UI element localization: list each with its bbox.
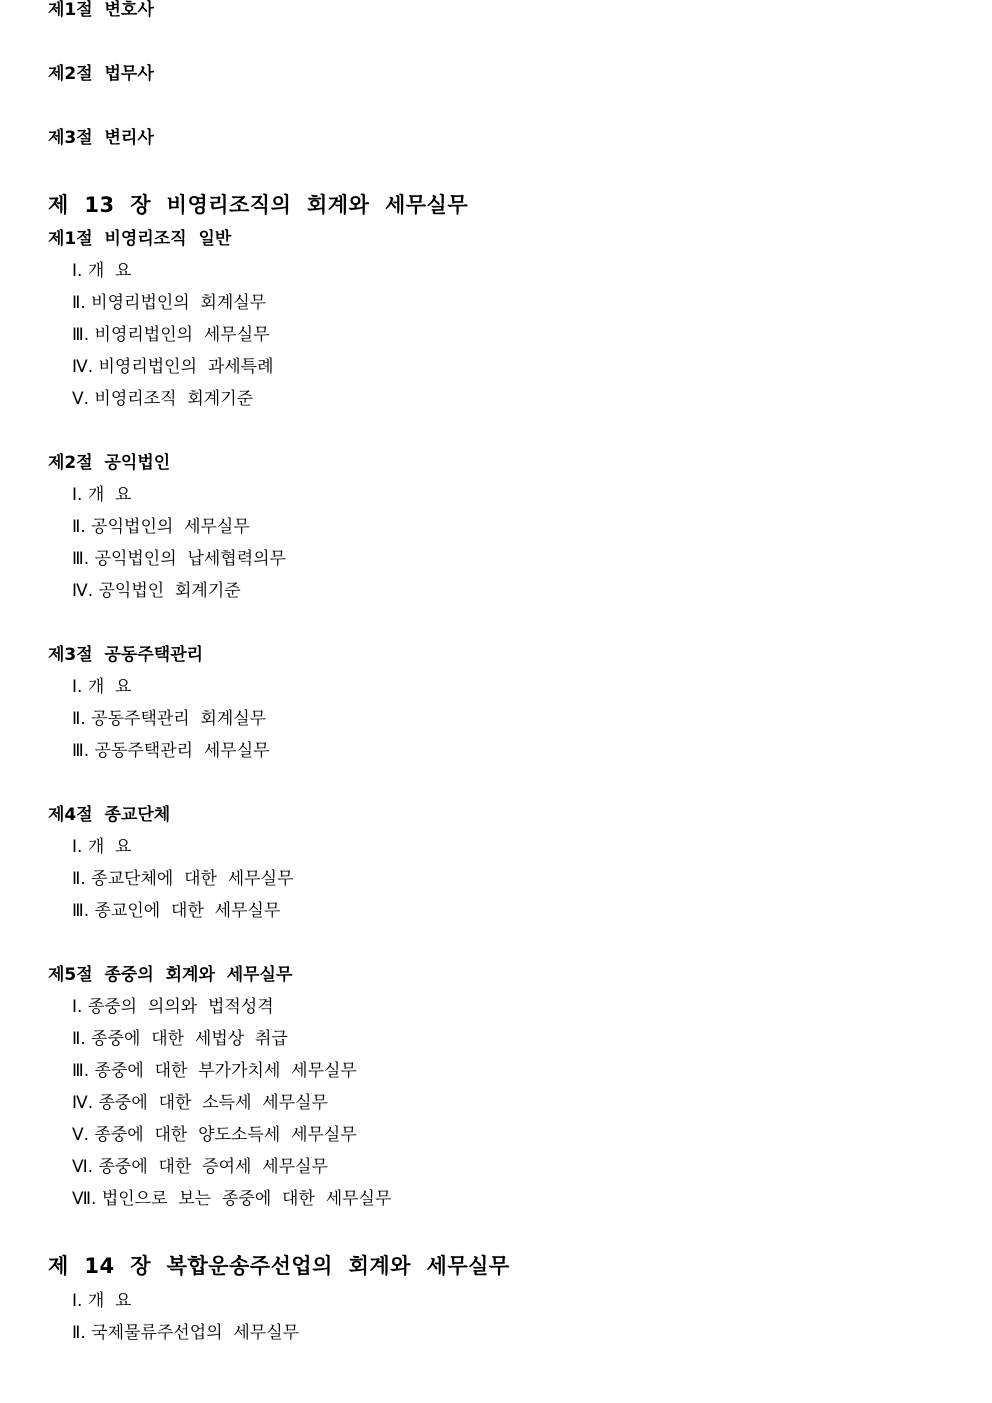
list-item: Ⅶ. 법인으로 보는 종중에 대한 세무실무: [72, 1189, 392, 1209]
list-item: Ⅲ. 공동주택관리 세무실무: [72, 741, 270, 761]
list-item: Ⅲ. 공익법인의 납세협력의무: [72, 549, 286, 569]
list-item: Ⅲ. 비영리법인의 세무실무: [72, 325, 270, 345]
section-heading: 제1절 비영리조직 일반: [48, 229, 232, 249]
list-item: Ⅲ. 종교인에 대한 세무실무: [72, 901, 281, 921]
list-item: Ⅰ. 개 요: [72, 1291, 132, 1311]
list-item: Ⅱ. 공익법인의 세무실무: [72, 517, 250, 537]
list-item: Ⅲ. 종중에 대한 부가가치세 세무실무: [72, 1061, 357, 1081]
section-heading: 제4절 종교단체: [48, 805, 171, 825]
list-item: Ⅰ. 개 요: [72, 837, 132, 857]
list-item: Ⅳ. 종중에 대한 소득세 세무실무: [72, 1093, 328, 1113]
list-item: Ⅴ. 종중에 대한 양도소득세 세무실무: [72, 1125, 357, 1145]
section-heading: 제2절 법무사: [48, 64, 154, 84]
section-heading: 제3절 공동주택관리: [48, 645, 204, 665]
list-item: Ⅵ. 종중에 대한 증여세 세무실무: [72, 1157, 328, 1177]
list-item: Ⅱ. 국제물류주선업의 세무실무: [72, 1323, 300, 1343]
section-heading: 제2절 공익법인: [48, 453, 171, 473]
list-item: Ⅰ. 개 요: [72, 677, 132, 697]
chapter-heading: 제 14 장 복합운송주선업의 회계와 세무실무: [48, 1254, 510, 1278]
section-heading: 제3절 변리사: [48, 128, 154, 148]
list-item: Ⅰ. 종중의 의의와 법적성격: [72, 997, 274, 1017]
list-item: Ⅳ. 공익법인 회계기준: [72, 581, 241, 601]
list-item: Ⅰ. 개 요: [72, 261, 132, 281]
section-heading: 제1절 변호사: [48, 0, 154, 20]
chapter-heading: 제 13 장 비영리조직의 회계와 세무실무: [48, 193, 469, 217]
list-item: Ⅴ. 비영리조직 회계기준: [72, 389, 254, 409]
list-item: Ⅰ. 개 요: [72, 485, 132, 505]
list-item: Ⅱ. 종중에 대한 세법상 취급: [72, 1029, 288, 1049]
section-heading: 제5절 종중의 회계와 세무실무: [48, 965, 293, 985]
list-item: Ⅱ. 공동주택관리 회계실무: [72, 709, 267, 729]
list-item: Ⅱ. 종교단체에 대한 세무실무: [72, 869, 294, 889]
list-item: Ⅳ. 비영리법인의 과세특례: [72, 357, 274, 377]
list-item: Ⅱ. 비영리법인의 회계실무: [72, 293, 267, 313]
